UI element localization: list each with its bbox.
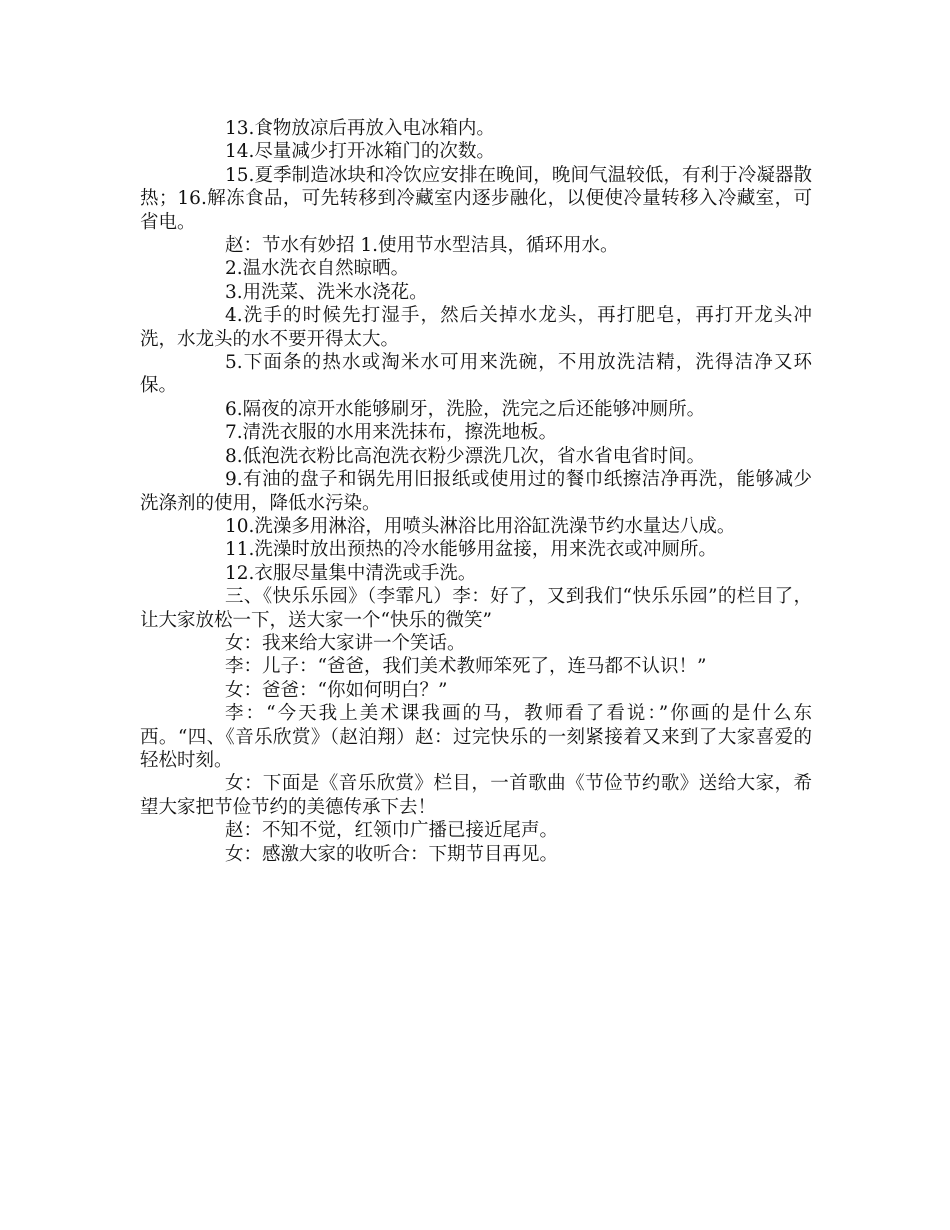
paragraph: 李：儿子：“爸爸，我们美术教师笨死了，连马都不认识！” xyxy=(225,656,707,678)
paragraph: 女：感激大家的收听合：下期节目再见。 xyxy=(225,843,559,865)
paragraph: 6.隔夜的凉开水能够刷牙，洗脸，洗完之后还能够冲厕所。 xyxy=(225,398,706,420)
paragraph: 女：爸爸：“你如何明白？” xyxy=(225,679,448,701)
paragraph: 女：下面是《音乐欣赏》栏目，一首歌曲《节俭节约歌》送给大家，希望大家把节俭节约的美德传承下去！ xyxy=(140,773,812,818)
paragraph: 李：“今天我上美术课我画的马，教师看了看说：”你画的是什么东西。“四、《音乐欣赏》（赵泊翔）赵：过完快乐的一刻紧接着又来到了大家喜爱的轻松时刻。 xyxy=(140,703,812,771)
paragraph: 3.用洗菜、洗米水浇花。 xyxy=(225,281,428,303)
paragraph: 赵：节水有妙招 1.使用节水型洁具，循环用水。 xyxy=(225,235,619,257)
paragraph: 5.下面条的热水或淘米水可用来洗碗，不用放洗洁精，洗得洁净又环保。 xyxy=(140,352,812,397)
paragraph: 9.有油的盘子和锅先用旧报纸或使用过的餐巾纸擦洁净再洗，能够减少洗涤剂的使用，降低水污染。 xyxy=(140,469,812,514)
paragraph: 2.温水洗衣自然晾晒。 xyxy=(225,258,410,280)
paragraph: 三、《快乐乐园》（李霏凡）李：好了，又到我们“快乐乐园”的栏目了，让大家放松一下，送大家一个“快乐的微笑” xyxy=(140,586,812,631)
paragraph: 13.食物放凉后再放入电冰箱内。 xyxy=(225,118,495,139)
paragraph: 14.尽量减少打开冰箱门的次数。 xyxy=(225,141,495,163)
paragraph: 10.洗澡多用淋浴，用喷头淋浴比用浴缸洗澡节约水量达八成。 xyxy=(225,515,736,537)
paragraph: 12.衣服尽量集中清洗或手洗。 xyxy=(225,562,477,584)
paragraph: 赵：不知不觉，红领巾广播已接近尾声。 xyxy=(225,820,559,842)
paragraph: 11.洗澡时放出预热的冷水能够用盆接，用来洗衣或冲厕所。 xyxy=(225,539,717,561)
paragraph: 女：我来给大家讲一个笑话。 xyxy=(225,632,466,654)
paragraph: 7.清洗衣服的水用来洗抹布，擦洗地板。 xyxy=(225,422,558,444)
paragraph: 4.洗手的时候先打湿手，然后关掉水龙头，再打肥皂，再打开龙头冲洗，水龙头的水不要开得太大。 xyxy=(140,305,812,350)
paragraph: 15.夏季制造冰块和冷饮应安排在晚间，晚间气温较低，有利于冷凝器散热；16.解冻食品，可先转移到冷藏室内逐步融化，以便使冷量转移入冷藏室，可省电。 xyxy=(140,164,812,233)
document-body xyxy=(140,117,812,866)
paragraph: 8.低泡洗衣粉比高泡洗衣粉少漂洗几次，省水省电省时间。 xyxy=(225,445,706,467)
